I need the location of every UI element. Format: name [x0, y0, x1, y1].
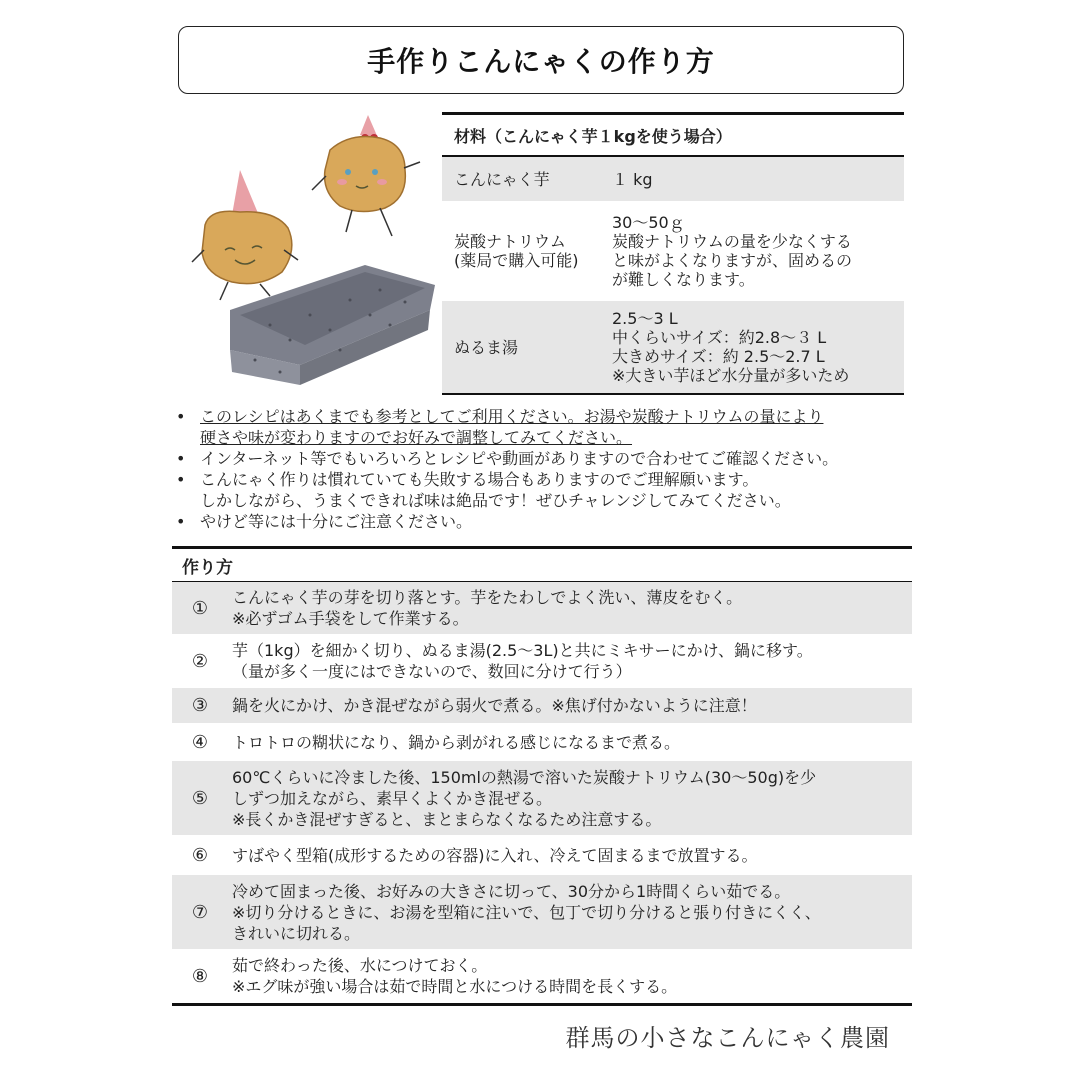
step-number: ⑦ — [191, 901, 209, 923]
material-row — [442, 157, 904, 201]
step-text: すばやく型箱(成形するための容器)に入れ、冷えて固まるまで放置する。 — [232, 845, 758, 865]
note-text: インターネット等でもいろいろとレシピや動画がありますので合わせてご確認ください。 — [200, 449, 839, 468]
step-row — [172, 761, 912, 835]
note-item — [176, 406, 916, 448]
step-row — [172, 835, 912, 875]
material-value: １ kg — [612, 169, 653, 189]
step-number: ④ — [191, 731, 209, 753]
bullet: • — [176, 512, 186, 531]
steps-table — [172, 546, 912, 1006]
note-text: こんにゃく作りは慣れていても失敗する場合もありますのでご理解願います。 しかしながら、うまくできれば味は絶品です！ぜひチャレンジしてみてください。 — [200, 470, 791, 510]
step-text: トロトロの糊状になり、鍋から剥がれる感じになるまで煮る。 — [232, 732, 681, 752]
note-text: このレシピはあくまでも参考としてご利用ください。お湯や炭酸ナトリウムの量により 硬さや味が変わりますのでお好みで調整してみてください。 — [200, 407, 824, 447]
step-row — [172, 723, 912, 761]
note-item — [176, 469, 916, 511]
steps-bottom-rule — [172, 1003, 912, 1006]
mold-tray-image — [230, 265, 435, 385]
step-row — [172, 688, 912, 723]
bullet: • — [176, 470, 186, 489]
material-value: 30～50ｇ 炭酸ナトリウムの量を少なくする と味がよくなりますが、固めるの が難しくなります。 — [612, 213, 853, 289]
materials-header: 材料（こんにゃく芋１kgを使う場合） — [442, 115, 904, 157]
page-title: 手作りこんにゃくの作り方 — [367, 45, 715, 78]
bullet: • — [176, 449, 186, 468]
step-number: ③ — [191, 695, 209, 716]
step-text: 鍋を火にかけ、かき混ぜながら弱火で煮る。※焦げ付かないように注意！ — [232, 696, 757, 715]
step-text: こんにゃく芋の芽を切り落とす。芋をたわしでよく洗い、薄皮をむく。 ※必ずゴム手袋をして作業する。 — [232, 588, 743, 628]
material-name: こんにゃく芋 — [454, 169, 550, 189]
step-text: 芋（1kg）を細かく切り、ぬるま湯(2.5～3L)と共にミキサーにかけ、鍋に移す。 （量が多く一度にはできないので、数回に分けて行う） — [232, 641, 813, 681]
step-row — [172, 875, 912, 949]
material-value: 2.5～3 L 中くらいサイズ：約2.8～３ L 大きめサイズ：約 2.5～2.7 L ※大きい芋ほど水分量が多いため — [612, 309, 850, 385]
materials-table — [442, 112, 904, 395]
step-row — [172, 634, 912, 688]
note-text: やけど等には十分にご注意ください。 — [200, 512, 473, 531]
note-item — [176, 448, 916, 469]
materials-bottom-rule — [442, 393, 904, 395]
material-row — [442, 201, 904, 299]
konnyaku-character-right — [312, 115, 420, 236]
notes-list — [176, 406, 916, 532]
step-row — [172, 949, 912, 1003]
title-box — [178, 26, 904, 94]
material-name: ぬるま湯 — [454, 337, 519, 357]
footer-farm-name: 群馬の小さなこんにゃく農園 — [565, 1024, 890, 1052]
material-row — [442, 299, 904, 393]
konnyaku-illustration — [180, 110, 440, 395]
step-text: 茹で終わった後、水につけておく。 ※エグ味が強い場合は茹で時間と水につける時間を長くする。 — [232, 956, 678, 996]
step-text: 冷めて固まった後、お好みの大きさに切って、30分から1時間くらい茹でる。 ※切り分けるときに、お湯を型箱に注いで、包丁で切り分けると張り付きにくく、 きれいに切れる。 — [232, 881, 821, 943]
step-number: ⑧ — [191, 965, 209, 987]
note-item — [176, 511, 916, 532]
steps-header: 作り方 — [172, 549, 912, 582]
step-text: 60℃くらいに冷ました後、150mlの熱湯で溶いた炭酸ナトリウム(30～50g)を少 しずつ加えながら、素早くよくかき混ぜる。 ※長くかき混ぜすぎると、まとまらなくなるため注意する。 — [232, 767, 817, 829]
step-number: ⑤ — [191, 787, 209, 809]
step-number: ② — [191, 650, 209, 672]
step-number: ① — [191, 597, 209, 619]
konnyaku-character-left — [192, 170, 298, 300]
material-name: 炭酸ナトリウム (薬局で購入可能) — [454, 232, 579, 270]
bullet: • — [176, 407, 186, 426]
step-number: ⑥ — [191, 844, 209, 866]
step-row — [172, 582, 912, 634]
